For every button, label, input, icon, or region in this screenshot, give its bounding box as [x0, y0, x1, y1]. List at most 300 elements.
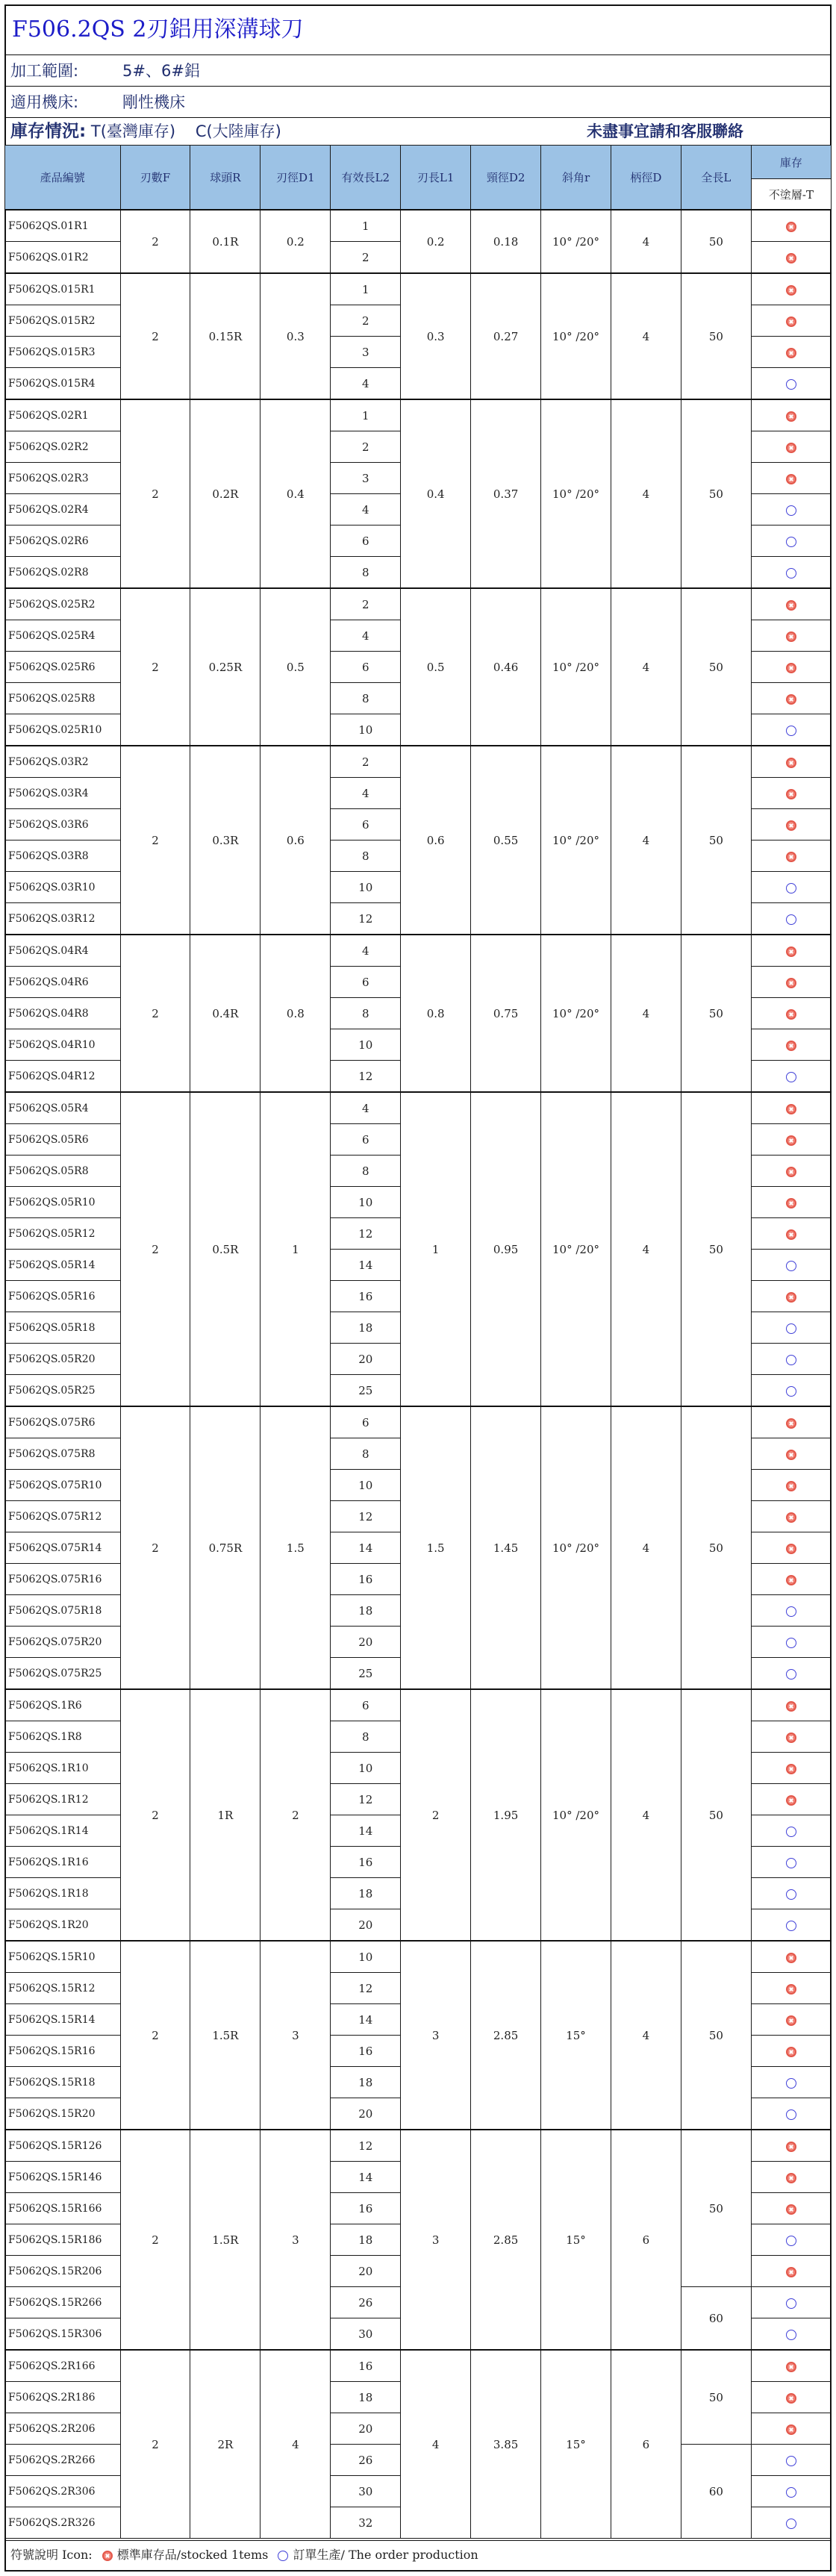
effective-length-cell: 18 — [331, 1878, 401, 1909]
machine-label: 適用機床: — [10, 93, 79, 111]
cutting-length-cell: 3 — [401, 1941, 471, 2130]
neck-diameter-cell: 0.75 — [471, 935, 541, 1092]
product-code: F5062QS.03R2 — [5, 746, 121, 778]
flutes-cell: 2 — [120, 1689, 190, 1941]
stock-status-cell — [751, 872, 831, 903]
table-row — [5, 2350, 832, 2382]
effective-length-cell: 16 — [331, 1847, 401, 1878]
product-code: F5062QS.05R25 — [5, 1375, 121, 1407]
stocked-icon — [786, 253, 796, 263]
effective-length-cell: 12 — [331, 1784, 401, 1815]
effective-length-cell: 30 — [331, 2318, 401, 2351]
stock-status-cell — [751, 1375, 831, 1407]
effective-length-cell: 20 — [331, 1344, 401, 1375]
effective-length-cell: 12 — [331, 1218, 401, 1250]
product-code: F5062QS.03R6 — [5, 809, 121, 841]
stock-status-cell — [751, 2004, 831, 2036]
cutting-diameter-cell: 0.2 — [261, 210, 331, 273]
angle-cell: 10° /20° — [541, 273, 611, 399]
stock-status-cell — [751, 841, 831, 872]
effective-length-cell: 14 — [331, 1532, 401, 1564]
processing-range-label: 加工範圍: — [10, 62, 79, 80]
stock-status-cell — [751, 463, 831, 494]
stocked-icon — [786, 946, 796, 957]
col-header-stock-uncoated: 不塗層-T — [751, 179, 831, 210]
stock-status-cell — [751, 2382, 831, 2413]
product-code: F5062QS.15R146 — [5, 2162, 121, 2193]
col-header-l2: 有效長L2 — [331, 146, 401, 210]
effective-length-cell: 4 — [331, 1092, 401, 1124]
product-code: F5062QS.025R2 — [5, 588, 121, 620]
shank-diameter-cell: 6 — [611, 2350, 681, 2539]
stock-status-cell — [751, 557, 831, 589]
stocked-icon — [786, 852, 796, 862]
stocked-icon — [786, 2204, 796, 2215]
flutes-cell: 2 — [120, 1941, 190, 2130]
total-length-cell: 50 — [681, 1689, 751, 1941]
effective-length-cell: 6 — [331, 967, 401, 998]
stock-status-cell — [751, 746, 831, 778]
total-length-cell: 50 — [681, 935, 751, 1092]
stock-status-cell — [751, 337, 831, 368]
flutes-cell: 2 — [120, 935, 190, 1092]
cutting-length-cell: 0.6 — [401, 746, 471, 935]
effective-length-cell: 4 — [331, 620, 401, 652]
stocked-icon — [786, 1984, 796, 1995]
stock-status-cell — [751, 903, 831, 935]
product-code: F5062QS.05R16 — [5, 1281, 121, 1312]
flutes-cell: 2 — [120, 588, 190, 746]
cutting-length-cell: 0.2 — [401, 210, 471, 273]
stock-status-cell — [751, 1753, 831, 1784]
effective-length-cell: 16 — [331, 1564, 401, 1595]
product-code: F5062QS.1R6 — [5, 1689, 121, 1721]
cutting-diameter-cell: 4 — [261, 2350, 331, 2539]
product-code: F5062QS.075R25 — [5, 1658, 121, 1690]
stock-status-cell — [751, 2445, 831, 2476]
effective-length-cell: 1 — [331, 399, 401, 431]
order-icon — [786, 1072, 796, 1082]
angle-cell: 15° — [541, 2350, 611, 2539]
stock-status-cell — [751, 2162, 831, 2193]
effective-length-cell: 18 — [331, 2224, 401, 2256]
stocked-icon — [786, 1229, 796, 1240]
cutting-length-cell: 1.5 — [401, 1406, 471, 1689]
effective-length-cell: 26 — [331, 2445, 401, 2476]
order-icon — [786, 1921, 796, 1931]
product-code: F5062QS.025R4 — [5, 620, 121, 652]
product-code: F5062QS.15R126 — [5, 2130, 121, 2162]
stocked-icon — [786, 600, 796, 611]
stock-status-cell — [751, 1250, 831, 1281]
col-header-stock: 庫存 — [751, 146, 831, 179]
flutes-cell: 2 — [120, 1406, 190, 1689]
effective-length-cell: 18 — [331, 1595, 401, 1627]
order-icon — [786, 379, 796, 390]
stocked-icon — [786, 1041, 796, 1051]
effective-length-cell: 2 — [331, 305, 401, 337]
effective-length-cell: 10 — [331, 872, 401, 903]
product-code: F5062QS.02R2 — [5, 431, 121, 463]
angle-cell: 10° /20° — [541, 399, 611, 588]
stock-status-cell — [751, 2193, 831, 2224]
total-length-cell: 50 — [681, 1092, 751, 1406]
stock-status-cell — [751, 1658, 831, 1690]
effective-length-cell: 16 — [331, 1281, 401, 1312]
stocked-icon — [786, 2142, 796, 2152]
product-code: F5062QS.15R266 — [5, 2287, 121, 2318]
processing-range-value: 5#、6#鋁 — [122, 62, 200, 80]
neck-diameter-cell: 0.18 — [471, 210, 541, 273]
effective-length-cell: 6 — [331, 809, 401, 841]
stocked-icon — [786, 2173, 796, 2183]
cutting-length-cell: 2 — [401, 1689, 471, 1941]
product-code: F5062QS.02R4 — [5, 494, 121, 526]
stocked-icon — [786, 1167, 796, 1177]
product-code: F5062QS.15R14 — [5, 2004, 121, 2036]
effective-length-cell: 16 — [331, 2350, 401, 2382]
cutting-length-cell: 3 — [401, 2130, 471, 2350]
legend-order: 訂單生產/ The order production — [293, 2548, 478, 2562]
product-code: F5062QS.03R8 — [5, 841, 121, 872]
stocked-icon — [786, 694, 796, 705]
effective-length-cell: 18 — [331, 2382, 401, 2413]
effective-length-cell: 2 — [331, 588, 401, 620]
stock-status-cell — [751, 1909, 831, 1942]
effective-length-cell: 8 — [331, 683, 401, 714]
stock-status-cell — [751, 2350, 831, 2382]
neck-diameter-cell: 2.85 — [471, 2130, 541, 2350]
effective-length-cell: 20 — [331, 1627, 401, 1658]
ball-radius-cell: 0.25R — [190, 588, 261, 746]
stocked-icon — [786, 1135, 796, 1146]
effective-length-cell: 14 — [331, 2004, 401, 2036]
stock-status-cell — [751, 588, 831, 620]
col-header-total: 全長L — [681, 146, 751, 210]
product-code: F5062QS.03R4 — [5, 778, 121, 809]
stock-status-cell — [751, 242, 831, 274]
order-icon — [786, 1638, 796, 1648]
product-code: F5062QS.025R10 — [5, 714, 121, 746]
neck-diameter-cell: 0.37 — [471, 399, 541, 588]
product-code: F5062QS.2R306 — [5, 2476, 121, 2507]
stock-status-cell — [751, 2256, 831, 2287]
product-code: F5062QS.075R12 — [5, 1501, 121, 1532]
order-icon — [786, 1858, 796, 1868]
effective-length-cell: 10 — [331, 714, 401, 746]
ball-radius-cell: 0.5R — [190, 1092, 261, 1406]
stock-status-cell — [751, 1187, 831, 1218]
effective-length-cell: 1 — [331, 210, 401, 242]
stock-status-cell — [751, 1532, 831, 1564]
stock-status-cell — [751, 431, 831, 463]
product-code: F5062QS.1R16 — [5, 1847, 121, 1878]
product-code: F5062QS.075R8 — [5, 1438, 121, 1470]
shank-diameter-cell: 6 — [611, 2130, 681, 2350]
angle-cell: 15° — [541, 2130, 611, 2350]
effective-length-cell: 10 — [331, 1753, 401, 1784]
effective-length-cell: 6 — [331, 1124, 401, 1156]
product-code: F5062QS.15R18 — [5, 2067, 121, 2098]
order-icon — [786, 2519, 796, 2529]
cutting-diameter-cell: 3 — [261, 1941, 331, 2130]
product-code: F5062QS.15R206 — [5, 2256, 121, 2287]
stock-status-cell — [751, 1501, 831, 1532]
stocked-icon — [786, 820, 796, 831]
product-code: F5062QS.1R14 — [5, 1815, 121, 1847]
stocked-icon — [786, 1575, 796, 1585]
order-icon — [786, 2078, 796, 2089]
contact-note: 未盡事宜請和客服聯絡 — [587, 122, 743, 140]
stock-status-cell — [751, 1281, 831, 1312]
col-header-ball-r: 球頭R — [190, 146, 261, 210]
shank-diameter-cell: 4 — [611, 935, 681, 1092]
product-code: F5062QS.075R14 — [5, 1532, 121, 1564]
total-length-cell: 50 — [681, 273, 751, 399]
neck-diameter-cell: 0.95 — [471, 1092, 541, 1406]
effective-length-cell: 12 — [331, 1501, 401, 1532]
col-header-code: 產品編號 — [5, 146, 121, 210]
stocked-icon — [786, 978, 796, 988]
effective-length-cell: 8 — [331, 841, 401, 872]
legend-label: 符號說明 Icon: — [10, 2548, 93, 2562]
shank-diameter-cell: 4 — [611, 1092, 681, 1406]
total-length-cell: 50 — [681, 1941, 751, 2130]
shank-diameter-cell: 4 — [611, 588, 681, 746]
cutting-diameter-cell: 0.3 — [261, 273, 331, 399]
flutes-cell: 2 — [120, 2350, 190, 2539]
stock-status-cell — [751, 1438, 831, 1470]
ball-radius-cell: 0.3R — [190, 746, 261, 935]
total-length-cell: 60 — [681, 2287, 751, 2351]
effective-length-cell: 12 — [331, 903, 401, 935]
order-icon — [786, 1827, 796, 1837]
effective-length-cell: 10 — [331, 1029, 401, 1061]
effective-length-cell: 8 — [331, 1438, 401, 1470]
total-length-cell: 50 — [681, 210, 751, 273]
ball-radius-cell: 0.1R — [190, 210, 261, 273]
shank-diameter-cell: 4 — [611, 1689, 681, 1941]
order-icon — [786, 1889, 796, 1900]
stocked-icon — [786, 1198, 796, 1209]
stock-status-cell — [751, 809, 831, 841]
stock-status-cell — [751, 1470, 831, 1501]
order-icon — [278, 2551, 288, 2561]
product-code: F5062QS.1R20 — [5, 1909, 121, 1942]
table-row — [5, 2130, 832, 2162]
effective-length-cell: 8 — [331, 1156, 401, 1187]
stock-status-cell — [751, 652, 831, 683]
effective-length-cell: 4 — [331, 778, 401, 809]
stocked-icon — [786, 1418, 796, 1429]
stock-status-cell — [751, 1344, 831, 1375]
col-header-d1: 刃徑D1 — [261, 146, 331, 210]
stock-status-cell — [751, 1878, 831, 1909]
stocked-icon — [786, 1009, 796, 1020]
product-code: F5062QS.1R18 — [5, 1878, 121, 1909]
effective-length-cell: 26 — [331, 2287, 401, 2318]
product-code: F5062QS.04R4 — [5, 935, 121, 967]
effective-length-cell: 12 — [331, 2130, 401, 2162]
stocked-icon — [786, 1544, 796, 1554]
product-code: F5062QS.015R2 — [5, 305, 121, 337]
angle-cell: 15° — [541, 1941, 611, 2130]
cutting-diameter-cell: 0.5 — [261, 588, 331, 746]
order-icon — [786, 1261, 796, 1271]
stock-status-cell — [751, 2318, 831, 2351]
stock-status-cell — [751, 1941, 831, 1973]
stock-status-cell — [751, 210, 831, 242]
effective-length-cell: 20 — [331, 2413, 401, 2445]
effective-length-cell: 3 — [331, 463, 401, 494]
product-code: F5062QS.04R6 — [5, 967, 121, 998]
effective-length-cell: 6 — [331, 652, 401, 683]
effective-length-cell: 2 — [331, 242, 401, 274]
stock-status-cell — [751, 2476, 831, 2507]
product-code: F5062QS.15R306 — [5, 2318, 121, 2351]
effective-length-cell: 10 — [331, 1187, 401, 1218]
stock-status-cell — [751, 368, 831, 400]
effective-length-cell: 16 — [331, 2193, 401, 2224]
cutting-diameter-cell: 0.4 — [261, 399, 331, 588]
cutting-length-cell: 0.8 — [401, 935, 471, 1092]
effective-length-cell: 8 — [331, 998, 401, 1029]
neck-diameter-cell: 2.85 — [471, 1941, 541, 2130]
order-icon — [786, 883, 796, 894]
neck-diameter-cell: 0.27 — [471, 273, 541, 399]
product-code: F5062QS.02R3 — [5, 463, 121, 494]
stocked-icon — [786, 1733, 796, 1743]
cutting-diameter-cell: 1.5 — [261, 1406, 331, 1689]
machine-value: 剛性機床 — [122, 93, 185, 111]
shank-diameter-cell: 4 — [611, 273, 681, 399]
stock-status-cell — [751, 1595, 831, 1627]
table-row — [5, 1689, 832, 1721]
stocked-icon — [786, 2047, 796, 2057]
product-code: F5062QS.05R14 — [5, 1250, 121, 1281]
angle-cell: 10° /20° — [541, 588, 611, 746]
effective-length-cell: 6 — [331, 526, 401, 557]
stocked-icon — [786, 631, 796, 642]
stock-status-cell — [751, 1061, 831, 1093]
stocked-icon — [786, 1953, 796, 1963]
col-header-d2: 頸徑D2 — [471, 146, 541, 210]
stock-status-cell — [751, 2098, 831, 2130]
effective-length-cell: 20 — [331, 2098, 401, 2130]
total-length-cell: 60 — [681, 2445, 751, 2539]
effective-length-cell: 32 — [331, 2507, 401, 2539]
stock-status-cell — [751, 967, 831, 998]
table-row — [5, 1092, 832, 1124]
stock-status-cell — [751, 620, 831, 652]
stock-status-cell — [751, 1124, 831, 1156]
effective-length-cell: 25 — [331, 1658, 401, 1690]
product-code: F5062QS.05R18 — [5, 1312, 121, 1344]
order-icon — [786, 2109, 796, 2120]
total-length-cell: 50 — [681, 1406, 751, 1689]
stock-status-cell — [751, 2507, 831, 2539]
stock-status-cell — [751, 1156, 831, 1187]
product-code: F5062QS.05R6 — [5, 1124, 121, 1156]
product-code: F5062QS.015R1 — [5, 273, 121, 305]
neck-diameter-cell: 1.95 — [471, 1689, 541, 1941]
ball-radius-cell: 2R — [190, 2350, 261, 2539]
stock-status-cell — [751, 1973, 831, 2004]
product-code: F5062QS.05R20 — [5, 1344, 121, 1375]
effective-length-cell: 1 — [331, 273, 401, 305]
effective-length-cell: 4 — [331, 368, 401, 400]
legend-stocked: 標準庫存品/stocked 1tems — [116, 2548, 269, 2562]
cutting-diameter-cell: 0.8 — [261, 935, 331, 1092]
cutting-length-cell: 4 — [401, 2350, 471, 2539]
product-rows — [5, 210, 832, 2539]
product-title: F506.2QS 2刃鋁用深溝球刀 — [4, 4, 832, 55]
stocked-icon — [786, 2424, 796, 2435]
order-icon — [786, 1386, 796, 1397]
flutes-cell: 2 — [120, 746, 190, 935]
stock-status-cell — [751, 1092, 831, 1124]
table-row — [5, 588, 832, 620]
stocked-icon — [786, 222, 796, 232]
product-code: F5062QS.05R4 — [5, 1092, 121, 1124]
product-code: F5062QS.1R8 — [5, 1721, 121, 1753]
stock-status-cell — [751, 2413, 831, 2445]
effective-length-cell: 6 — [331, 1689, 401, 1721]
product-code: F5062QS.15R12 — [5, 1973, 121, 2004]
flutes-cell: 2 — [120, 399, 190, 588]
table-row — [5, 935, 832, 967]
product-code: F5062QS.2R206 — [5, 2413, 121, 2445]
effective-length-cell: 12 — [331, 1973, 401, 2004]
table-row — [5, 273, 832, 305]
effective-length-cell: 2 — [331, 431, 401, 463]
product-code: F5062QS.04R10 — [5, 1029, 121, 1061]
table-row — [5, 210, 832, 242]
cutting-diameter-cell: 1 — [261, 1092, 331, 1406]
effective-length-cell: 18 — [331, 2067, 401, 2098]
order-icon — [786, 568, 796, 578]
ball-radius-cell: 0.15R — [190, 273, 261, 399]
total-length-cell: 50 — [681, 588, 751, 746]
product-code: F5062QS.15R10 — [5, 1941, 121, 1973]
stock-status-cell — [751, 2287, 831, 2318]
product-table — [4, 145, 832, 2539]
angle-cell: 10° /20° — [541, 1092, 611, 1406]
ball-radius-cell: 0.75R — [190, 1406, 261, 1689]
product-code: F5062QS.1R12 — [5, 1784, 121, 1815]
product-code: F5062QS.2R266 — [5, 2445, 121, 2476]
effective-length-cell: 16 — [331, 2036, 401, 2067]
stock-status-cell — [751, 1564, 831, 1595]
product-code: F5062QS.04R8 — [5, 998, 121, 1029]
order-icon — [786, 1606, 796, 1617]
neck-diameter-cell: 1.45 — [471, 1406, 541, 1689]
stock-status-cell — [751, 683, 831, 714]
product-code: F5062QS.04R12 — [5, 1061, 121, 1093]
product-code: F5062QS.15R186 — [5, 2224, 121, 2256]
stocked-icon — [786, 474, 796, 484]
stocked-icon — [786, 1764, 796, 1774]
cutting-length-cell: 0.3 — [401, 273, 471, 399]
stocked-icon — [786, 789, 796, 799]
stock-status-cell — [751, 1721, 831, 1753]
stock-status-cell — [751, 1218, 831, 1250]
stock-heading: 庫存情況: — [10, 122, 87, 141]
product-code: F5062QS.075R18 — [5, 1595, 121, 1627]
stock-status-cell — [751, 1815, 831, 1847]
angle-cell: 10° /20° — [541, 210, 611, 273]
product-code: F5062QS.02R1 — [5, 399, 121, 431]
